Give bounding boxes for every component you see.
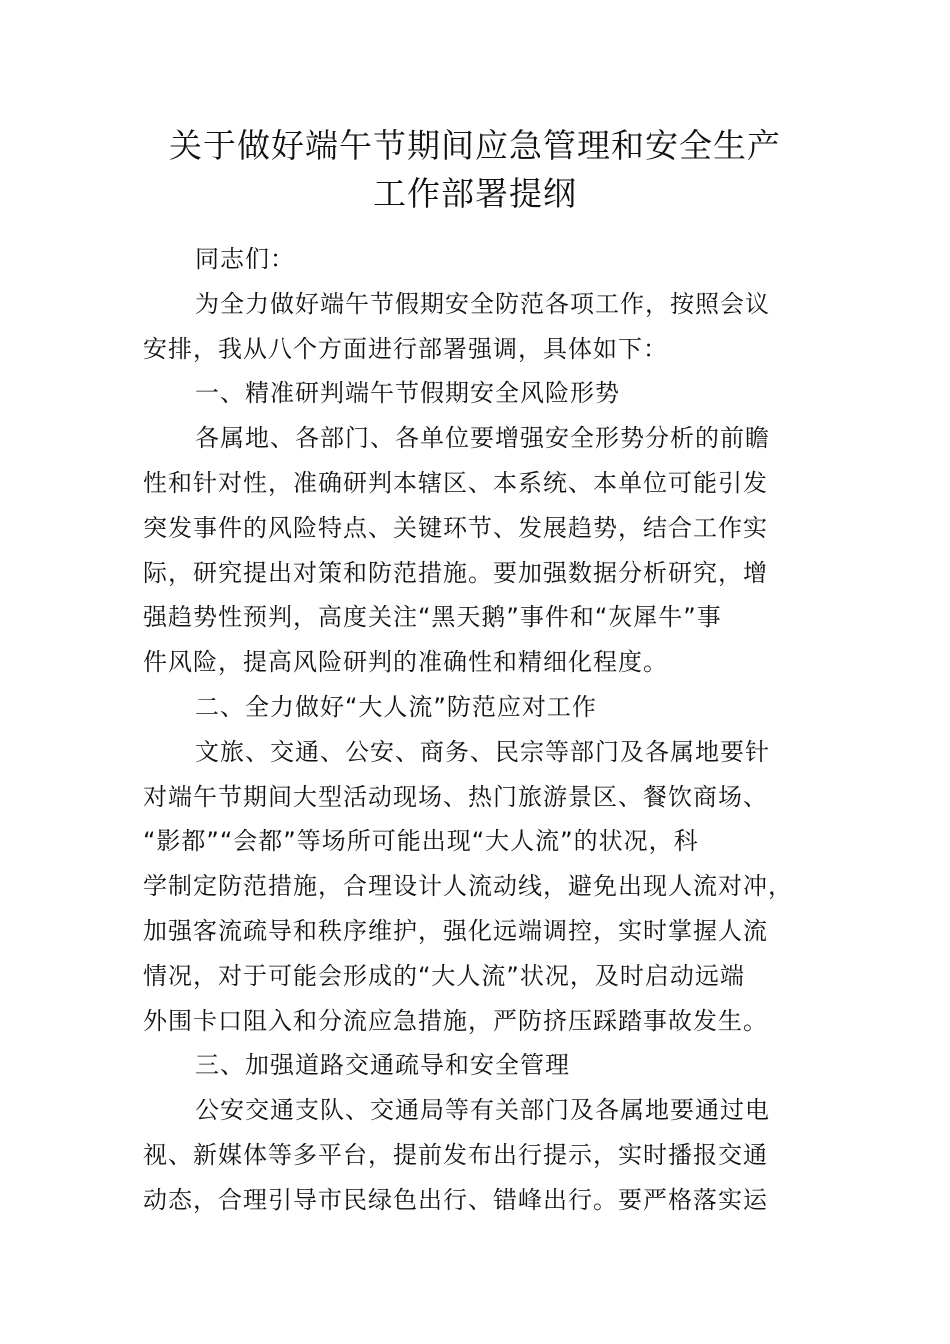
body-line: 际，研究提出对策和防范措施。要加强数据分析研究，增 xyxy=(143,558,768,587)
body-line: 一、精准研判端午节假期安全风险形势 xyxy=(195,379,620,408)
body-line: 外围卡口阻入和分流应急措施，严防挤压踩踏事故发生。 xyxy=(143,1006,768,1035)
body-line: 文旅、交通、公安、商务、民宗等部门及各属地要针 xyxy=(195,737,770,766)
body-line: 学制定防范措施，合理设计人流动线，避免出现人流对冲， xyxy=(143,872,793,901)
body-line: 为全力做好端午节假期安全防范各项工作，按照会议 xyxy=(195,289,770,318)
body-line: 同志们： xyxy=(195,245,295,273)
body-line: “影都”“会都”等场所可能出现“大人流”的状况，科 xyxy=(143,827,699,856)
body-line: 对端午节期间大型活动现场、热门旅游景区、餐饮商场、 xyxy=(143,782,768,811)
body-line: 动态，合理引导市民绿色出行、错峰出行。要严格落实运 xyxy=(143,1185,768,1214)
body-line: 强趋势性预判，高度关注“黑天鹅”事件和“灰犀牛”事 xyxy=(143,603,722,632)
body-line: 三、加强道路交通疏导和安全管理 xyxy=(195,1051,570,1080)
body-line: 件风险，提高风险研判的准确性和精细化程度。 xyxy=(143,648,668,677)
body-line: 突发事件的风险特点、关键环节、发展趋势，结合工作实 xyxy=(143,513,768,542)
body-line: 各属地、各部门、各单位要增强安全形势分析的前瞻 xyxy=(195,424,770,453)
body-line: 情况，对于可能会形成的“大人流”状况，及时启动远端 xyxy=(143,961,745,990)
document-title-line-2: 工作部署提纲 xyxy=(373,174,577,213)
body-line: 安排，我从八个方面进行部署强调，具体如下： xyxy=(143,334,668,363)
body-line: 公安交通支队、交通局等有关部门及各属地要通过电 xyxy=(195,1096,770,1125)
body-line: 二、全力做好“大人流”防范应对工作 xyxy=(195,693,597,721)
body-line: 视、新媒体等多平台，提前发布出行提示，实时播报交通 xyxy=(143,1141,768,1169)
body-line: 性和针对性，准确研判本辖区、本系统、本单位可能引发 xyxy=(143,469,768,497)
document-title-line-1: 关于做好端午节期间应急管理和安全生产 xyxy=(169,126,781,165)
body-line: 加强客流疏导和秩序维护，强化远端调控，实时掌握人流 xyxy=(143,917,768,945)
